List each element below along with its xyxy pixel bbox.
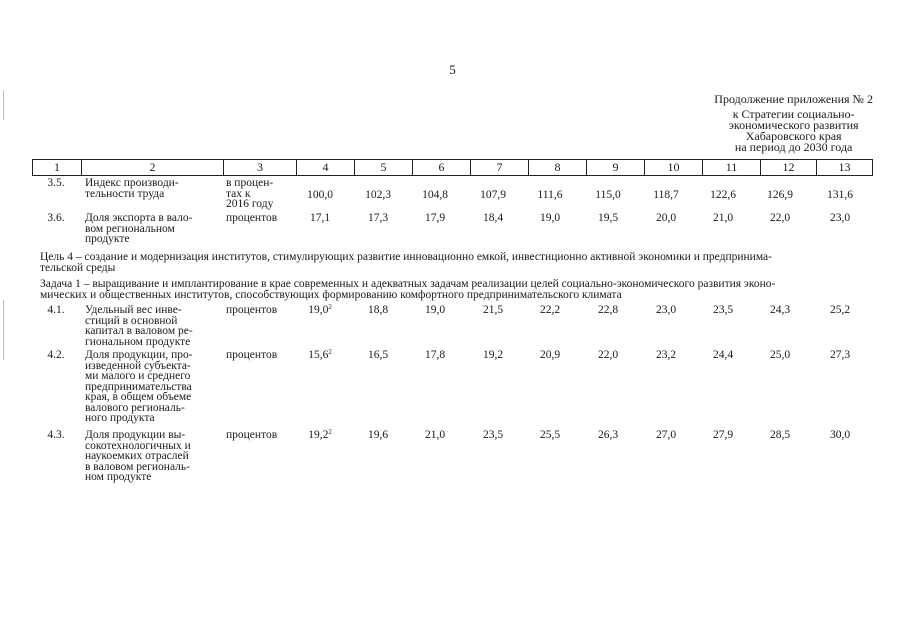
indicator-value [468,305,518,316]
page-number: 5 [449,62,456,77]
column-number-cell: 4 [297,160,355,176]
indicator-value [815,305,865,316]
indicator-value [525,305,575,316]
column-number-cell: 11 [703,160,761,176]
value-text: 23,2 [655,349,677,361]
unit-of-measure: процентов [226,429,278,441]
unit-of-measure: в процен- тах к 2016 году [226,177,274,210]
value-text: 18,8 [367,304,389,316]
indicator-value [755,213,805,224]
indicator-value [815,430,865,441]
value-text: 27,0 [655,429,677,441]
indicator-value [583,213,633,224]
indicator-value [815,350,865,361]
indicator-value [815,190,865,201]
column-number-cell: 9 [587,160,645,176]
indicator-value [755,190,805,201]
indicator-value [698,305,748,316]
indicator-value [698,190,748,201]
indicator-name: Доля продукции вы- сокотехнологичных и наукоемких отраслей в валовом региональ- ном продукте [85,429,191,483]
column-number-cell: 3 [224,160,297,176]
value-text: 18,4 [482,212,504,224]
indicator-value [410,350,460,361]
indicator-value [583,190,633,201]
value-text: 126,9 [767,189,793,201]
value-text: 16,5 [367,349,389,361]
indicator-value [295,213,345,224]
indicator-value [468,430,518,441]
value-text: 22,2 [539,304,561,316]
indicator-value [525,430,575,441]
value-text: 17,8 [424,349,446,361]
indicator-value [641,430,691,441]
value-text: 22,8 [597,304,619,316]
goal-4-text: Цель 4 – создание и модернизация институтов, стимулирующих развитие инновационно емкой, инвестиционно активной экономики и предпринима- тельской среды [40,251,772,274]
indicator-value [295,350,345,361]
column-number-cell: 5 [355,160,413,176]
indicator-value [468,190,518,201]
indicator-value [525,190,575,201]
appendix-line: экономического развития [728,118,859,132]
appendix-line: Хабаровского края [745,129,842,143]
indicator-value [815,213,865,224]
value-text: 118,7 [653,189,679,201]
indicator-value [641,305,691,316]
appendix-line: к Стратегии социально- [732,107,855,121]
value-text: 131,6 [827,189,853,201]
unit-of-measure: процентов [226,349,278,361]
value-text: 115,0 [595,189,621,201]
indicator-value [295,305,345,316]
column-number-cell: 8 [529,160,587,176]
appendix-line: на период до 2030 года [734,140,853,154]
column-number-header [32,159,873,176]
indicator-value [698,350,748,361]
value-text: 17,9 [424,212,446,224]
value-text: 100,0 [307,189,333,201]
value-text: 122,6 [710,189,736,201]
indicator-value [410,430,460,441]
indicator-value [641,213,691,224]
value-text: 111,6 [537,189,563,201]
appendix-title: Продолжение приложения № 2 [714,92,873,106]
indicator-value [583,350,633,361]
value-text: 26,3 [597,429,619,441]
indicator-value [410,190,460,201]
value-text: 17,3 [367,212,389,224]
indicator-value [525,350,575,361]
value-text: 19,6 [367,429,389,441]
column-number-cell: 12 [761,160,817,176]
value-text: 23,5 [712,304,734,316]
indicator-value [353,213,403,224]
value-text: 22,0 [769,212,791,224]
indicator-name: Индекс производи- тельности труда [85,177,179,200]
value-text: 19,0 [424,304,446,316]
value-text: 20,9 [539,349,561,361]
indicator-value [755,350,805,361]
value-text: 21,0 [712,212,734,224]
indicator-value [755,305,805,316]
column-number-cell: 6 [413,160,471,176]
column-number-cell: 2 [82,160,224,176]
value-text: 21,5 [482,304,504,316]
value-text: 22,0 [597,349,619,361]
value-text: 27,3 [829,349,851,361]
indicator-value [525,213,575,224]
value-text: 19,0 [539,212,561,224]
column-number-cell: 13 [817,160,873,176]
indicator-value [295,190,345,201]
task-1-text: Задача 1 – выращивание и имплантирование в крае современных и адекватных задачам реализации целей социально-экономического развития эконо- мических и общественных институтов, способствующих формированию комфортного предпринимательского климата [40,278,776,301]
indicator-value [410,305,460,316]
row-number: 4.3. [47,429,65,441]
row-number: 3.6. [47,212,65,224]
indicator-name: Доля экспорта в вало- вом региональном продукте [85,212,193,245]
indicator-value [755,430,805,441]
footnote-marker: 2 [328,428,332,436]
indicator-value [468,213,518,224]
value-text: 27,9 [712,429,734,441]
row-number: 3.5. [47,177,65,189]
indicator-value [353,430,403,441]
column-number-cell: 10 [645,160,703,176]
value-text: 23,0 [829,212,851,224]
indicator-value [641,350,691,361]
value-text: 15,6 [308,349,329,361]
value-text: 25,2 [829,304,851,316]
value-text: 23,0 [655,304,677,316]
indicator-name: Удельный вес инве- стиций в основной капитал в валовом ре- гиональном продукте [85,304,193,348]
row-number: 4.1. [47,304,65,316]
value-text: 19,0 [308,304,329,316]
column-number-cell: 1 [33,160,82,176]
indicator-value [410,213,460,224]
scan-edge-mark [3,90,4,120]
value-text: 25,5 [539,429,561,441]
value-text: 24,3 [769,304,791,316]
value-text: 24,4 [712,349,734,361]
footnote-marker: 2 [328,348,332,356]
value-text: 102,3 [365,189,391,201]
value-text: 107,9 [480,189,506,201]
indicator-value [641,190,691,201]
indicator-value [353,190,403,201]
value-text: 19,2 [482,349,504,361]
value-text: 21,0 [424,429,446,441]
value-text: 19,2 [308,429,329,441]
indicator-value [698,430,748,441]
indicator-name: Доля продукции, про- изведенной субъекта- ми малого и среднего предпринимательства края, в общем объеме валового региональ- ного продукта [85,349,193,424]
column-number-cell: 7 [471,160,529,176]
indicator-value [353,305,403,316]
value-text: 19,5 [597,212,619,224]
value-text: 20,0 [655,212,677,224]
appendix-header [714,94,873,153]
scan-edge-mark [3,300,4,360]
indicator-value [698,213,748,224]
unit-of-measure: процентов [226,212,278,224]
indicator-value [353,350,403,361]
row-number: 4.2. [47,349,65,361]
value-text: 25,0 [769,349,791,361]
value-text: 30,0 [829,429,851,441]
value-text: 28,5 [769,429,791,441]
unit-of-measure: процентов [226,304,278,316]
indicator-value [583,430,633,441]
indicator-value [468,350,518,361]
value-text: 104,8 [422,189,448,201]
indicator-value [295,430,345,441]
value-text: 17,1 [309,212,331,224]
indicator-value [583,305,633,316]
value-text: 23,5 [482,429,504,441]
footnote-marker: 2 [328,303,332,311]
